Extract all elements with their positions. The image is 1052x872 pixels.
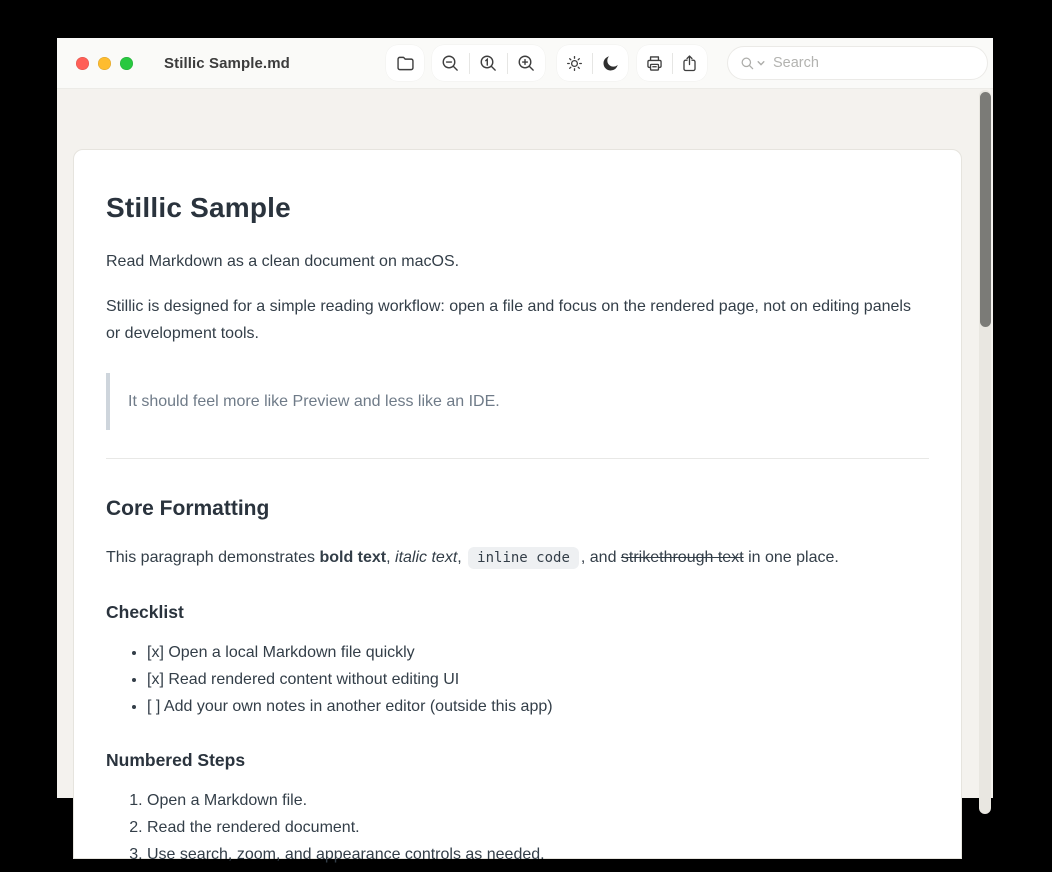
- list-item: • [ ] Add your own notes in another editor (outside this app): [147, 693, 929, 720]
- list-item: 3. Use search, zoom, and appearance controls as needed.: [147, 841, 929, 868]
- checklist-heading: Checklist: [106, 602, 184, 622]
- numbered-steps-heading: Numbered Steps: [106, 750, 246, 770]
- zoom-in-icon: [516, 53, 537, 74]
- text-segment-bold: bold text: [319, 549, 387, 566]
- print-share-group: [637, 45, 707, 81]
- titlebar: [57, 38, 993, 89]
- appearance-group: [557, 45, 628, 81]
- share-icon: [679, 53, 700, 74]
- search-field[interactable]: [727, 46, 988, 80]
- intro-paragraph: Read Markdown as a clean document on macOS.: [106, 253, 460, 270]
- open-file-group: [386, 45, 424, 81]
- zoom-actual-size-icon: [478, 53, 499, 74]
- document-card: [73, 149, 962, 863]
- text-segment-code: inline code: [468, 547, 579, 569]
- list-item: • [x] Read rendered content without editing UI: [147, 666, 929, 693]
- divider: [507, 53, 508, 74]
- text-segment-plain: in one place.: [743, 549, 839, 566]
- share-button[interactable]: [673, 45, 707, 81]
- document-title: Stillic Sample: [106, 192, 291, 223]
- minimize-button[interactable]: [98, 57, 111, 70]
- numbered-steps: [106, 787, 929, 868]
- text-segment-plain: ,: [386, 549, 396, 566]
- text-segment-plain: This paragraph demonstrates: [106, 549, 320, 566]
- blockquote-text: It should feel more like Preview and less like an IDE.: [128, 393, 500, 410]
- zoom-in-button[interactable]: [510, 45, 544, 81]
- print-button[interactable]: [637, 45, 671, 81]
- core-formatting-heading: Core Formatting: [106, 497, 270, 520]
- formatting-paragraph: [106, 544, 929, 572]
- divider: [469, 53, 470, 74]
- content-background: [57, 89, 993, 863]
- dark-mode-button[interactable]: [594, 45, 628, 81]
- print-icon: [644, 53, 665, 74]
- light-mode-sun-icon: [564, 53, 585, 74]
- dark-mode-moon-icon: [600, 53, 621, 74]
- zoom-out-button[interactable]: [434, 45, 468, 81]
- zoom-out-icon: [440, 53, 461, 74]
- chevron-down-icon[interactable]: [757, 54, 765, 72]
- text-segment-italic: italic text: [395, 549, 458, 566]
- text-segment-plain: ,: [457, 549, 467, 566]
- text-segment-plain: , and: [580, 549, 621, 566]
- traffic-lights: [76, 38, 133, 88]
- list-item: 1. Open a Markdown file.: [147, 787, 929, 814]
- blockquote: [106, 373, 929, 430]
- folder-icon: [395, 53, 416, 74]
- search-input[interactable]: [771, 54, 975, 72]
- workflow-paragraph: Stillic is designed for a simple reading workflow: open a file and focus on the rendered page, not on editing panels or development tools.: [106, 298, 911, 342]
- fullscreen-button[interactable]: [120, 57, 133, 70]
- divider: [106, 458, 929, 459]
- checklist: [106, 639, 929, 720]
- light-mode-button[interactable]: [558, 45, 592, 81]
- list-item: 2. Read the rendered document.: [147, 814, 929, 841]
- zoom-actual-size-button[interactable]: [472, 45, 506, 81]
- app-window: [57, 38, 993, 863]
- open-file-button[interactable]: [388, 45, 422, 81]
- window-title: Stillic Sample.md: [164, 54, 290, 72]
- search-icon: [740, 56, 755, 71]
- list-item: • [x] Open a local Markdown file quickly: [147, 639, 929, 666]
- close-button[interactable]: [76, 57, 89, 70]
- scrollbar-thumb[interactable]: [980, 92, 991, 327]
- text-segment-strike: strikethrough text: [620, 549, 744, 566]
- zoom-controls-group: [432, 45, 545, 81]
